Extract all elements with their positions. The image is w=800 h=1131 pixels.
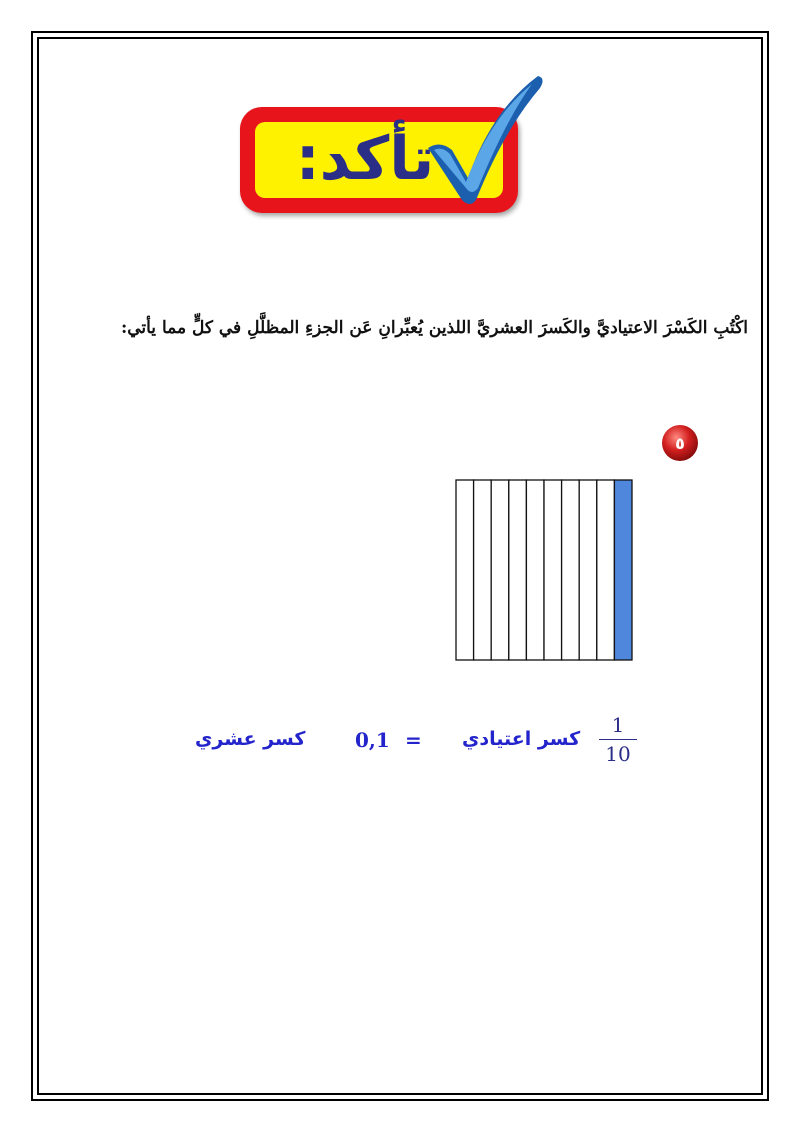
decimal-fraction-label: كسر عشري <box>195 728 306 750</box>
grid-column <box>597 480 615 660</box>
exercise-instruction: اكْتُبِ الكَسْرَ الاعتياديَّ والكَسرَ العشريَّ اللذين يُعبِّرانِ عَن الجزءِ المظلَّلِ في كلٍّ مما يأتي: <box>120 318 748 338</box>
item-number-badge <box>660 423 700 463</box>
grid-column <box>474 480 492 660</box>
grid-column <box>509 480 527 660</box>
fraction-denominator: 10 <box>605 742 631 766</box>
grid-column-shaded <box>614 480 632 660</box>
common-fraction <box>595 713 641 766</box>
grid-column <box>456 480 474 660</box>
grid-column <box>562 480 580 660</box>
fraction-bar <box>599 739 637 740</box>
banner-title: تأكد: <box>295 124 435 194</box>
item-number-label: ٥ <box>675 434 685 453</box>
grid-column <box>579 480 597 660</box>
decimal-value: 0,1 <box>355 728 390 752</box>
fraction-numerator: 1 <box>611 713 625 737</box>
grid-column <box>526 480 544 660</box>
grid-column <box>491 480 509 660</box>
grid-column <box>544 480 562 660</box>
tenths-grid <box>450 476 640 664</box>
common-fraction-label: كسر اعتيادي <box>462 728 581 750</box>
equals-sign: = <box>405 728 422 752</box>
checkmark-icon <box>420 70 550 210</box>
